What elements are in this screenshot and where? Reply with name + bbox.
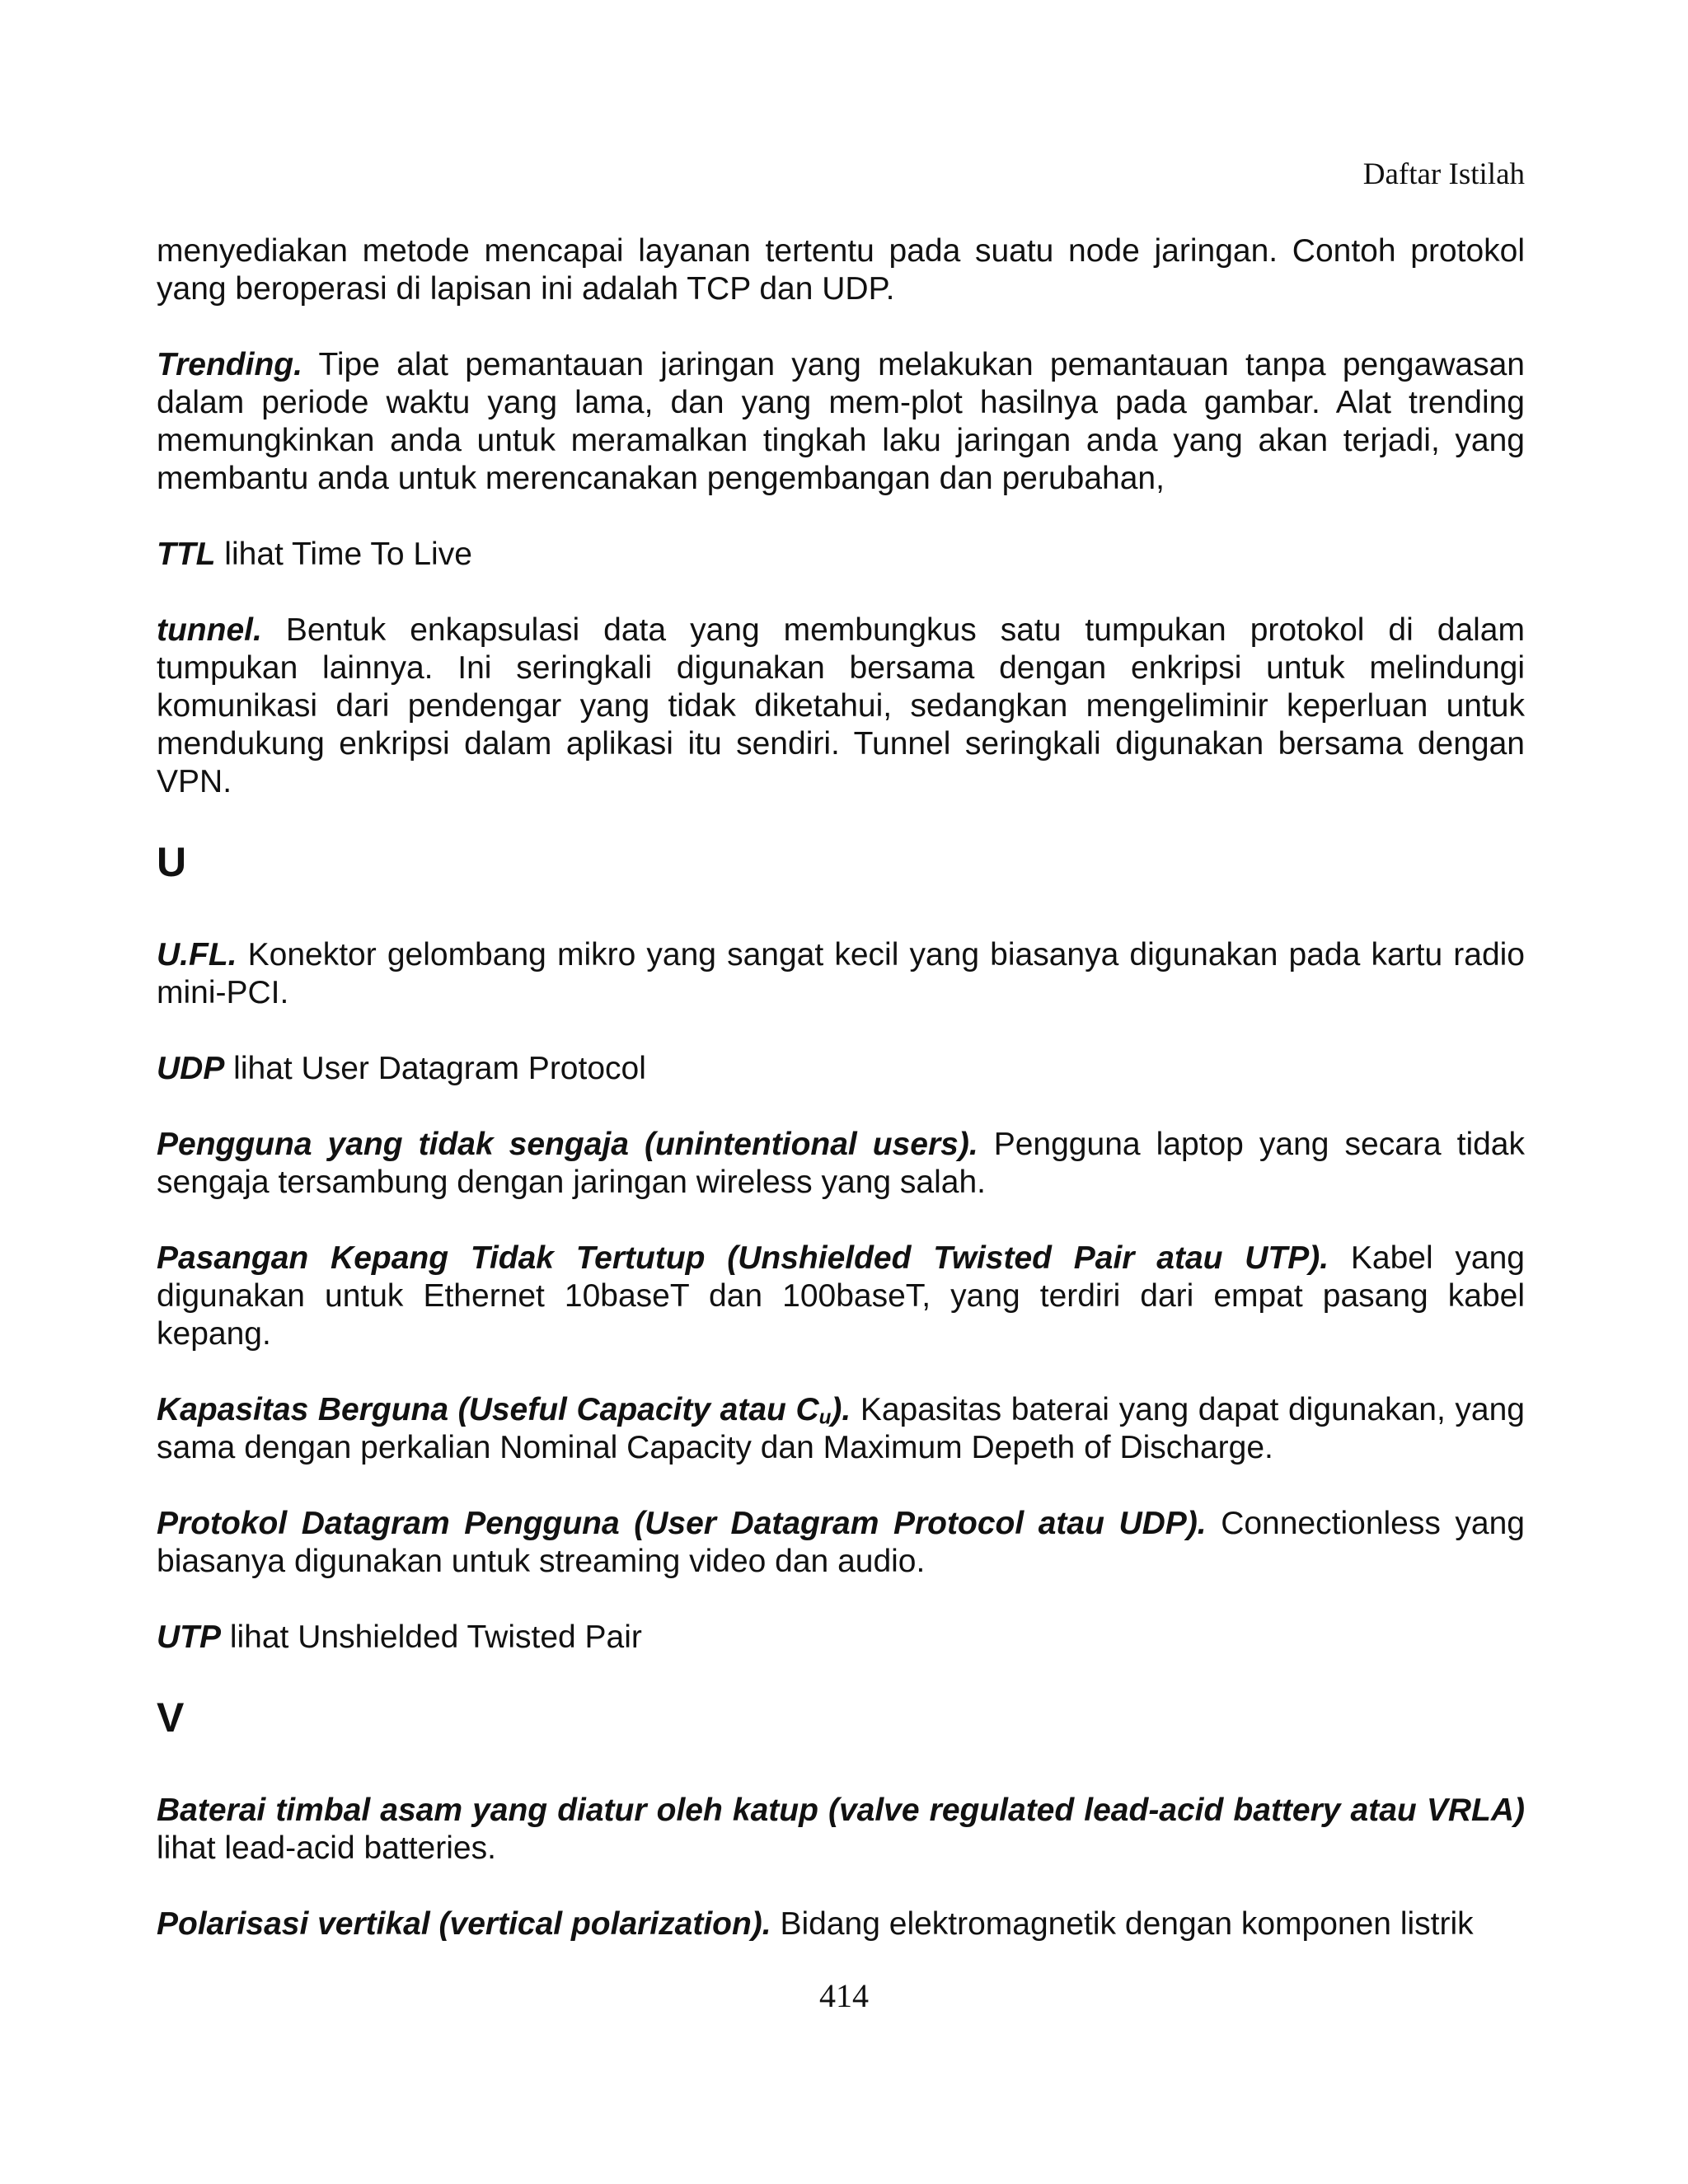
entry-definition: lihat Time To Live	[215, 537, 472, 572]
entry-definition: Connectionless yang biasanya digunakan untuk streaming video dan audio.	[157, 1506, 1525, 1579]
entry-term: tunnel.	[157, 612, 262, 648]
entry-term-subscript: u	[818, 1406, 832, 1429]
running-header: Daftar Istilah	[1362, 157, 1525, 191]
glossary-entry-tunnel	[157, 612, 1525, 801]
entry-definition: menyediakan metode mencapai layanan tertentu pada suatu node jaringan. Contoh protokol yang beroperasi di lapisan ini adalah TCP dan UDP.	[157, 233, 1525, 307]
glossary-entry-udp	[157, 1050, 1525, 1088]
entry-definition: Bidang elektromagnetik dengan komponen listrik	[771, 1906, 1474, 1942]
glossary-entry-useful-capacity	[157, 1391, 1525, 1467]
entry-term: Polarisasi vertikal (vertical polarization).	[157, 1906, 771, 1942]
entry-term: Trending.	[157, 347, 302, 382]
entry-definition: Kabel yang digunakan untuk Ethernet 10baseT dan 100baseT, yang terdiri dari empat pasang kabel kepang.	[157, 1240, 1525, 1352]
entry-term-end: ).	[831, 1392, 851, 1427]
entry-term: Pasangan Kepang Tidak Tertutup (Unshielded Twisted Pair atau UTP).	[157, 1240, 1329, 1276]
entry-term: TTL	[157, 537, 216, 572]
glossary-entry-trending	[157, 346, 1525, 498]
entry-term-main: Kapasitas Berguna (Useful Capacity atau C	[157, 1392, 819, 1427]
entry-definition: Kapasitas baterai yang dapat digunakan, yang sama dengan perkalian Nominal Capacity dan Maximum Depeth of Discharge.	[157, 1392, 1525, 1465]
glossary-entry-continuation	[157, 232, 1525, 308]
entry-term: Protokol Datagram Pengguna (User Datagram Protocol atau UDP).	[157, 1506, 1207, 1541]
entry-definition: lihat User Datagram Protocol	[224, 1051, 646, 1086]
glossary-entry-vertical-polarization	[157, 1905, 1525, 1943]
section-heading-u: U	[157, 839, 187, 885]
entry-definition: lihat Unshielded Twisted Pair	[221, 1619, 642, 1655]
entry-term: UDP	[157, 1051, 225, 1086]
glossary-entry-unintentional-users	[157, 1126, 1525, 1202]
glossary-entry-unshielded-twisted-pair	[157, 1240, 1525, 1353]
section-heading-v: V	[157, 1694, 185, 1741]
glossary-entry-ufl	[157, 936, 1525, 1012]
entry-definition: Tipe alat pemantauan jaringan yang melakukan pemantauan tanpa pengawasan dalam periode waktu yang lama, dan yang mem-plot hasilnya pada gambar. Alat trending memungkinkan anda untuk meramalkan tingkah laku jaringan anda yang akan terjadi, yang membantu anda untuk merencanakan pengembangan dan perubahan,	[157, 347, 1525, 496]
entry-term	[157, 1392, 851, 1427]
entry-definition: Pengguna laptop yang secara tidak sengaja tersambung dengan jaringan wireless yang salah.	[157, 1127, 1525, 1200]
glossary-entry-user-datagram-protocol	[157, 1505, 1525, 1581]
entry-term: U.FL.	[157, 937, 237, 972]
glossary-entry-utp	[157, 1619, 1525, 1657]
entry-definition: lihat lead-acid batteries.	[157, 1830, 496, 1866]
entry-definition: Konektor gelombang mikro yang sangat kecil yang biasanya digunakan pada kartu radio mini-PCI.	[157, 937, 1525, 1010]
entry-term: Pengguna yang tidak sengaja (unintentional users).	[157, 1127, 978, 1162]
page-number: 414	[819, 1977, 869, 2014]
entry-term: UTP	[157, 1619, 221, 1655]
entry-term: Baterai timbal asam yang diatur oleh katup (valve regulated lead-acid battery atau VRLA)	[157, 1793, 1525, 1828]
entry-definition: Bentuk enkapsulasi data yang membungkus satu tumpukan protokol di dalam tumpukan lainnya. Ini seringkali digunakan bersama dengan enkripsi untuk melindungi komunikasi dari pendengar yang tidak diketahui, sedangkan mengeliminir keperluan untuk mendukung enkripsi dalam aplikasi itu sendiri. Tunnel seringkali digunakan bersama dengan VPN.	[157, 612, 1525, 799]
glossary-entry-ttl	[157, 536, 1525, 574]
glossary-content	[157, 232, 1525, 1943]
glossary-entry-vrla	[157, 1792, 1525, 1868]
